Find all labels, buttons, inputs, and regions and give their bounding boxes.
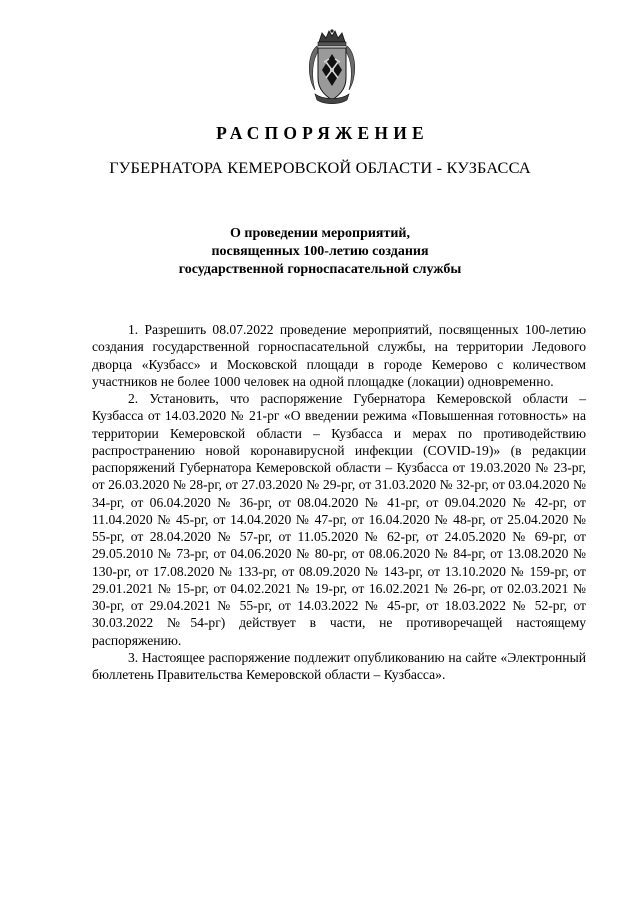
subject-line: посвященных 100-летию создания bbox=[211, 244, 429, 259]
document-type-title: РАСПОРЯЖЕНИЕ bbox=[216, 123, 429, 143]
paragraph-1: 1. Разрешить 08.07.2022 проведение мероприятий, посвященных 100-летию создания государственной горноспасательной службы, на территории Ледового дворца «Кузбасс» и Московской площади в городе Кемерово с количеством участников не более 1000 человек на одной площадке (локации) одновременно. bbox=[92, 322, 586, 389]
paragraph-3: 3. Настоящее распоряжение подлежит опубликованию на сайте «Электронный бюллетень Правительства Кемеровской области – Кузбасса». bbox=[92, 649, 586, 682]
subject-line: О проведении мероприятий, bbox=[229, 226, 411, 241]
coat-of-arms-icon bbox=[305, 28, 359, 108]
document-subject bbox=[0, 225, 640, 279]
subject-line: государственной горноспасательной службы bbox=[178, 262, 462, 277]
paragraph-2: 2. Установить, что распоряжение Губернатора Кемеровской области – Кузбасса от 14.03.2020 № 21-рг «О введении режима «Повышенная готовность» на территории Кемеровской области – Кузбасса и мерах по противодействию распространению новой коронавирусной инфекции (COVID-19)» (в редакции распоряжений Губернатора Кемеровской области – Кузбасса от 19.03.2020 № 23-рг, от 26.03.2020 № 28-рг, от 27.03.2020 № 29-рг, от 31.03.2020 № 32-рг, от 03.04.2020 № 34-рг, от 06.04.2020 № 36-рг, от 08.04.2020 № 41-рг, от 09.04.2020 № 42-рг, от 11.04.2020 № 45-рг, от 14.04.2020 № 47-рг, от 16.04.2020 № 48-рг, от 25.04.2020 № 55-рг, от 28.04.2020 № 57-рг, от 11.05.2020 № 62-рг, от 24.05.2020 № 69-рг, от 29.05.2010 № 73-рг, от 04.06.2020 № 80-рг, от 08.06.2020 № 84-рг, от 13.08.2020 № 130-рг, от 17.08.2020 № 133-рг, от 08.09.2020 № 143-рг, от 13.10.2020 № 159-рг, от 29.01.2021 № 15-рг, от 04.02.2021 № 19-рг, от 16.02.2021 № 26-рг, от 02.03.2021 № 30-рг, от 29.04.2021 № 55-рг, от 14.03.2022 № 45-рг, от 18.03.2022 № 52-рг, от 30.03.2022 №54-рг) действует в части, не противоречащей настоящему распоряжению. bbox=[92, 391, 586, 648]
issuer-title: ГУБЕРНАТОРА КЕМЕРОВСКОЙ ОБЛАСТИ - КУЗБАССА bbox=[109, 158, 531, 177]
document-body bbox=[92, 321, 586, 683]
